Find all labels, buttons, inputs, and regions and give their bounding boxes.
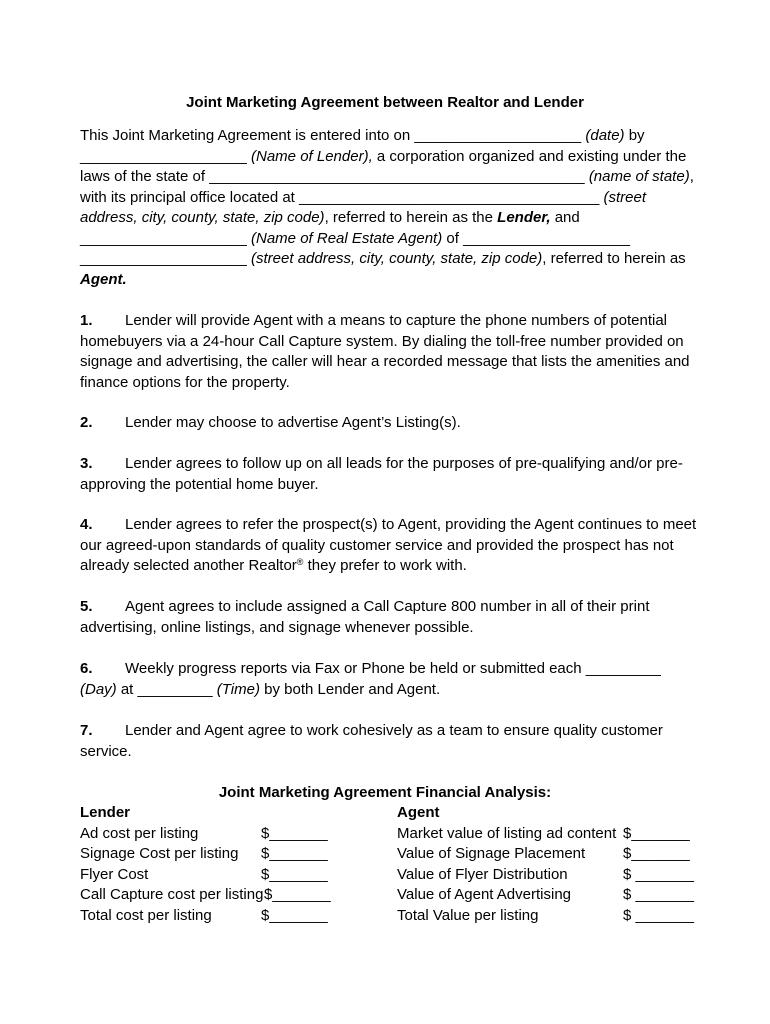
lender-column (80, 803, 400, 926)
clause-text: Agent agrees to include assigned a Call Capture 800 number in all of their print advertising, online listings, and signage whenever possible. (80, 598, 650, 636)
clause-6 (80, 659, 700, 700)
clause-text: Lender will provide Agent with a means to capture the phone numbers of potential homebuyers via a 24-hour Call Capture system. By dialing the toll-free number provided on signage and advertising, the caller will hear a recorded message that lists the amenities and finance options for the property. (80, 312, 690, 391)
intro-address-hint: (street address, city, county, state, zip code) (80, 188, 647, 226)
row-label: Ad cost per listing (80, 824, 199, 842)
clause-number: 5. (80, 598, 93, 615)
row-value: $_______ (261, 865, 328, 883)
financial-analysis-title: Joint Marketing Agreement Financial Analysis: (218, 784, 552, 801)
clause-1 (80, 311, 700, 393)
row-value: $_______ (261, 824, 328, 842)
row-label: Value of Signage Placement (397, 845, 586, 862)
lender-row (80, 906, 400, 927)
clause-text: Weekly progress reports via Fax or Phone be held or submitted each _________ (125, 660, 661, 677)
intro-date-hint: (date) (585, 127, 625, 144)
clause-text: Lender and Agent agree to work cohesively as a team to ensure quality customer service. (80, 722, 663, 760)
clause-4 (80, 515, 700, 577)
intro-agent-term: Agent. (80, 270, 127, 288)
row-label: Total cost per listing (80, 906, 212, 924)
intro-text: , referred to herein as (542, 250, 686, 267)
document-title: Joint Marketing Agreement between Realtor and Lender (186, 94, 584, 111)
clause-number: 2. (80, 414, 93, 431)
agent-row (397, 865, 717, 886)
clause-text: they prefer to work with. (303, 557, 467, 574)
clause-2 (80, 413, 700, 434)
row-label: Value of Agent Advertising (397, 886, 572, 903)
row-value: $_______ (261, 906, 328, 924)
agent-header: Agent (397, 804, 440, 821)
lender-row (80, 824, 400, 845)
clause-3 (80, 454, 700, 495)
row-value: $ _______ (623, 906, 694, 924)
intro-agent-address-hint: (street address, city, county, state, zip code) (251, 250, 543, 267)
intro-lender-term: Lender, (497, 209, 551, 226)
intro-text: , with its principal office located at ____________________________________ (80, 168, 694, 206)
registered-mark: ® (296, 557, 304, 567)
intro-agent-name-hint: (Name of Real Estate Agent) (251, 229, 443, 247)
row-value: $ _______ (623, 886, 694, 903)
intro-state-hint: (name of state) (588, 168, 690, 185)
day-hint: (Day) (80, 680, 117, 698)
clause-text: by both Lender and Agent. (259, 680, 441, 698)
row-value: $_______ (623, 824, 690, 842)
row-value: $_______ (264, 886, 331, 903)
clause-7 (80, 721, 700, 762)
intro-text: This Joint Marketing Agreement is entered into on ____________________ (80, 127, 586, 144)
clause-text: Lender agrees to follow up on all leads for the purposes of pre-qualifying and/or pre-approving the potential home buyer. (80, 455, 683, 493)
row-value: $_______ (623, 845, 690, 862)
row-label: Flyer Cost (80, 865, 149, 883)
clause-number: 3. (80, 455, 93, 472)
agent-row (397, 824, 717, 845)
clause-number: 1. (80, 312, 93, 329)
time-hint: (Time) (216, 680, 260, 698)
row-label: Value of Flyer Distribution (397, 865, 568, 883)
intro-text: by ____________________ (80, 127, 645, 165)
lender-row (80, 844, 400, 865)
intro-text: of ____________________ ____________________ (80, 229, 630, 267)
lender-header: Lender (80, 804, 131, 821)
clause-number: 4. (80, 516, 93, 533)
lender-row (80, 865, 400, 886)
row-value: $ _______ (623, 865, 694, 883)
row-label: Call Capture cost per listing (80, 886, 264, 903)
clause-text: Lender may choose to advertise Agent’s Listing(s). (125, 414, 461, 431)
clause-text: at _________ (116, 680, 217, 698)
clause-number: 6. (80, 660, 93, 677)
agent-column (397, 803, 717, 926)
agent-row (397, 906, 717, 927)
intro-lender-name-hint: (Name of Lender), (251, 147, 373, 165)
agent-row (397, 844, 717, 865)
intro-text: , referred to herein as the (324, 209, 498, 226)
clause-5 (80, 597, 700, 638)
intro-text: and ____________________ (80, 209, 580, 247)
intro-paragraph (80, 126, 700, 290)
row-label: Signage Cost per listing (80, 845, 239, 862)
row-value: $_______ (261, 845, 328, 862)
row-label: Total Value per listing (397, 906, 539, 924)
clause-number: 7. (80, 722, 93, 739)
intro-text: a corporation organized and existing under the laws of the state of _____________________________________________ (80, 147, 687, 185)
agent-row (397, 885, 717, 906)
clause-text: Lender agrees to refer the prospect(s) to Agent, providing the Agent continues to meet our agreed-upon standards of quality customer service and provided the prospect has not already selected another Realtor (80, 516, 697, 574)
row-label: Market value of listing ad content (397, 824, 617, 842)
lender-row (80, 885, 400, 906)
